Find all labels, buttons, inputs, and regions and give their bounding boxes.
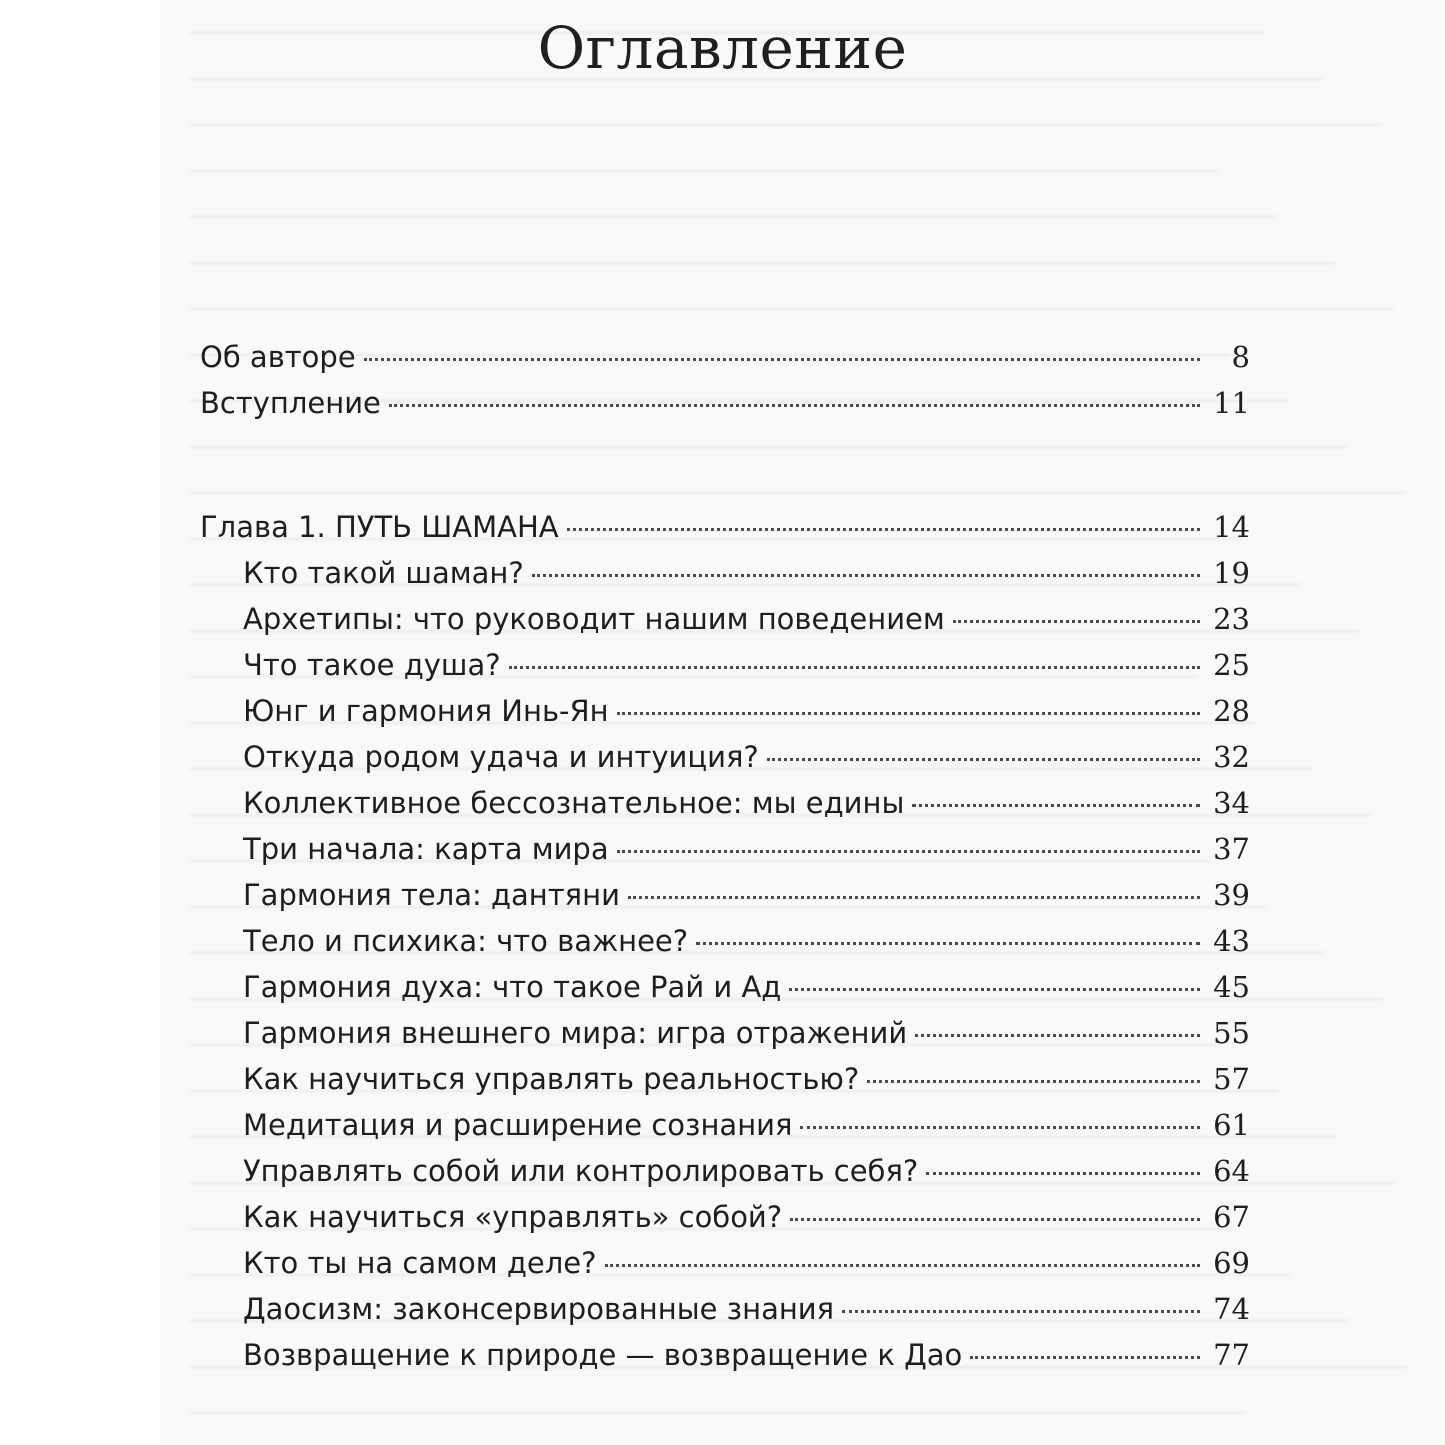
toc-entry-label: Тело и психика: что важнее? bbox=[243, 924, 689, 958]
toc-entry-page: 45 bbox=[1213, 970, 1250, 1004]
dot-leader bbox=[389, 404, 1200, 407]
toc-entry-page: 77 bbox=[1213, 1338, 1250, 1372]
table-of-contents bbox=[200, 340, 1250, 1384]
toc-chapter-label: Глава 1. ПУТЬ ШАМАНА bbox=[200, 510, 559, 544]
toc-entry-label: Гармония тела: дантяни bbox=[243, 878, 620, 912]
toc-entry-label: Откуда родом удача и интуиция? bbox=[243, 740, 759, 774]
toc-section-entry[interactable] bbox=[200, 1246, 1250, 1292]
dot-leader bbox=[617, 712, 1200, 715]
toc-entry-page: 61 bbox=[1213, 1108, 1250, 1142]
toc-entry-label: Коллективное бессознательное: мы едины bbox=[243, 786, 905, 820]
toc-entry-page: 34 bbox=[1213, 786, 1250, 820]
toc-entry-label: Вступление bbox=[200, 386, 381, 420]
dot-leader bbox=[912, 804, 1200, 807]
dot-leader bbox=[915, 1034, 1200, 1037]
page-title: Оглавление bbox=[537, 14, 908, 82]
toc-entry-page: 25 bbox=[1213, 648, 1250, 682]
toc-section-entry[interactable] bbox=[200, 1108, 1250, 1154]
toc-entry-label: Гармония духа: что такое Рай и Ад bbox=[243, 970, 782, 1004]
toc-entry-label: Кто ты на самом деле? bbox=[243, 1246, 597, 1280]
toc-entry-label: Медитация и расширение сознания bbox=[243, 1108, 793, 1142]
dot-leader bbox=[767, 758, 1200, 761]
toc-section-entry[interactable] bbox=[200, 740, 1250, 786]
toc-entry-label: Даосизм: законсервированные знания bbox=[243, 1292, 835, 1326]
dot-leader bbox=[605, 1264, 1201, 1267]
dot-leader bbox=[842, 1310, 1200, 1313]
toc-entry-label: Юнг и гармония Инь-Ян bbox=[243, 694, 609, 728]
toc-section-entry[interactable] bbox=[200, 924, 1250, 970]
toc-section-entry[interactable] bbox=[200, 1338, 1250, 1384]
dot-leader bbox=[509, 666, 1200, 669]
toc-section-entry[interactable] bbox=[200, 1200, 1250, 1246]
toc-entry-page: 67 bbox=[1213, 1200, 1250, 1234]
toc-entry-label: Архетипы: что руководит нашим поведением bbox=[243, 602, 945, 636]
dot-leader bbox=[532, 574, 1200, 577]
dot-leader bbox=[800, 1126, 1200, 1129]
bleed-through-line bbox=[190, 102, 1381, 126]
dot-leader bbox=[926, 1172, 1200, 1175]
toc-section-entry[interactable] bbox=[200, 1154, 1250, 1200]
toc-chapter-1[interactable] bbox=[200, 510, 1250, 556]
dot-leader bbox=[617, 850, 1200, 853]
toc-entry-page: 64 bbox=[1213, 1154, 1250, 1188]
toc-entry-page: 55 bbox=[1213, 1016, 1250, 1050]
toc-section-entry[interactable] bbox=[200, 970, 1250, 1016]
dot-leader bbox=[628, 896, 1200, 899]
toc-entry-label: Что такое душа? bbox=[243, 648, 501, 682]
dot-leader bbox=[867, 1080, 1200, 1083]
bleed-through-line bbox=[190, 1390, 1245, 1414]
toc-entry-page: 37 bbox=[1213, 832, 1250, 866]
toc-section-entry[interactable] bbox=[200, 648, 1250, 694]
dot-leader bbox=[790, 1218, 1200, 1221]
toc-section-entry[interactable] bbox=[200, 832, 1250, 878]
bleed-through-line bbox=[190, 1436, 1303, 1445]
toc-section-entry[interactable] bbox=[200, 1016, 1250, 1062]
toc-section-entry[interactable] bbox=[200, 878, 1250, 924]
bleed-through-line bbox=[190, 286, 1393, 310]
toc-entry-page: 57 bbox=[1213, 1062, 1250, 1096]
bleed-through-line bbox=[190, 240, 1335, 264]
bleed-through-line bbox=[190, 194, 1277, 218]
dot-leader bbox=[567, 528, 1200, 531]
toc-entry-label: Три начала: карта мира bbox=[243, 832, 609, 866]
toc-entry-page: 32 bbox=[1213, 740, 1250, 774]
dot-leader bbox=[789, 988, 1200, 991]
toc-section-entry[interactable] bbox=[200, 1292, 1250, 1338]
dot-leader bbox=[970, 1356, 1200, 1359]
toc-section-entry[interactable] bbox=[200, 602, 1250, 648]
toc-section-entry[interactable] bbox=[200, 694, 1250, 740]
toc-entry-page: 14 bbox=[1213, 510, 1250, 544]
toc-entry-introduction[interactable] bbox=[200, 386, 1250, 432]
toc-entry-label: Гармония внешнего мира: игра отражений bbox=[243, 1016, 908, 1050]
toc-entry-page: 74 bbox=[1213, 1292, 1250, 1326]
toc-entry-page: 23 bbox=[1213, 602, 1250, 636]
toc-entry-page: 11 bbox=[1213, 386, 1250, 420]
chapter-1-sections bbox=[200, 556, 1250, 1384]
toc-section-entry[interactable] bbox=[200, 556, 1250, 602]
toc-section-entry[interactable] bbox=[200, 1062, 1250, 1108]
toc-entry-label: Как научиться управлять реальностью? bbox=[243, 1062, 860, 1096]
toc-entry-page: 43 bbox=[1213, 924, 1250, 958]
toc-entry-page: 8 bbox=[1231, 340, 1250, 374]
toc-entry-label: Кто такой шаман? bbox=[243, 556, 524, 590]
toc-entry-page: 28 bbox=[1213, 694, 1250, 728]
toc-entry-label: Возвращение к природе — возвращение к Дао bbox=[243, 1338, 963, 1372]
toc-section-entry[interactable] bbox=[200, 786, 1250, 832]
toc-entry-label: Управлять собой или контролировать себя? bbox=[243, 1154, 919, 1188]
dot-leader bbox=[953, 620, 1200, 623]
dot-leader bbox=[696, 942, 1200, 945]
toc-entry-page: 69 bbox=[1213, 1246, 1250, 1280]
toc-entry-about-author[interactable] bbox=[200, 340, 1250, 386]
toc-entry-label: Об авторе bbox=[200, 340, 356, 374]
bleed-through-line bbox=[190, 148, 1219, 172]
dot-leader bbox=[364, 358, 1200, 361]
toc-entry-page: 39 bbox=[1213, 878, 1250, 912]
toc-entry-label: Как научиться «управлять» собой? bbox=[243, 1200, 783, 1234]
book-page bbox=[160, 0, 1445, 1445]
toc-entry-page: 19 bbox=[1213, 556, 1250, 590]
